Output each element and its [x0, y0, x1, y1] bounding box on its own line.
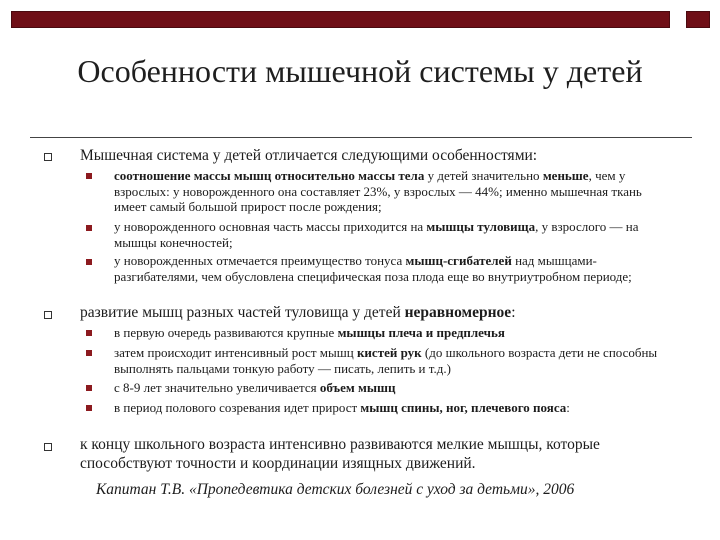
- bullet-small-square-icon: [86, 259, 92, 265]
- section1-item-3: у новорожденных отмечается преимущество тонуса мышц-сгибателей над мышцами-разгибателями, чем обусловлена специфическая поза плода еще во внутриутробном периоде;: [114, 253, 632, 284]
- section1-item-2: у новорожденного основная часть массы приходится на мышцы туловища, у взрослого — на мышцы конечностей;: [114, 219, 639, 250]
- top-decor-box: [686, 11, 710, 28]
- bullet-small-square-icon: [86, 350, 92, 356]
- section3-text: к концу школьного возраста интенсивно развиваются мелкие мышцы, которые способствуют точности и координации изящных движений.: [80, 436, 600, 472]
- section1-heading: Мышечная система у детей отличается следующими особенностями:: [80, 147, 538, 164]
- slide-title: Особенности мышечной системы у детей: [77, 53, 643, 89]
- section2-item-4: в период полового созревания идет прирост мышц спины, ног, плечевого пояса:: [114, 400, 570, 415]
- section2-heading: развитие мышц разных частей туловища у детей неравномерное:: [80, 304, 516, 321]
- bullet-small-square-icon: [86, 330, 92, 336]
- citation: Капитан Т.В. «Пропедевтика детских болезней с уход за детьми», 2006: [96, 481, 575, 498]
- top-decor-bar: [11, 11, 670, 28]
- bullet-square-icon: [44, 153, 52, 161]
- bullet-small-square-icon: [86, 405, 92, 411]
- bullet-small-square-icon: [86, 385, 92, 391]
- bullet-small-square-icon: [86, 225, 92, 231]
- section1-item-1: соотношение массы мышц относительно массы тела у детей значительно меньше, чем у взрослых: у новорожденного она составляет 23%, у взрослых — 44%; именно мышечная ткань имеет самый большой прирост после рождения;: [114, 168, 642, 214]
- bullet-small-square-icon: [86, 173, 92, 179]
- section2-item-3: с 8-9 лет значительно увеличивается объем мышц: [114, 380, 396, 395]
- section2-item-2: затем происходит интенсивный рост мышц кистей рук (до школьного возраста дети не способны выполнять пальцами тонкую работу — писать, лепить и т.д.): [114, 345, 658, 376]
- section2-item-1: в первую очередь развиваются крупные мышцы плеча и предплечья: [114, 325, 505, 340]
- bullet-square-icon: [44, 443, 52, 451]
- bullet-square-icon: [44, 311, 52, 319]
- title-divider: [30, 137, 692, 138]
